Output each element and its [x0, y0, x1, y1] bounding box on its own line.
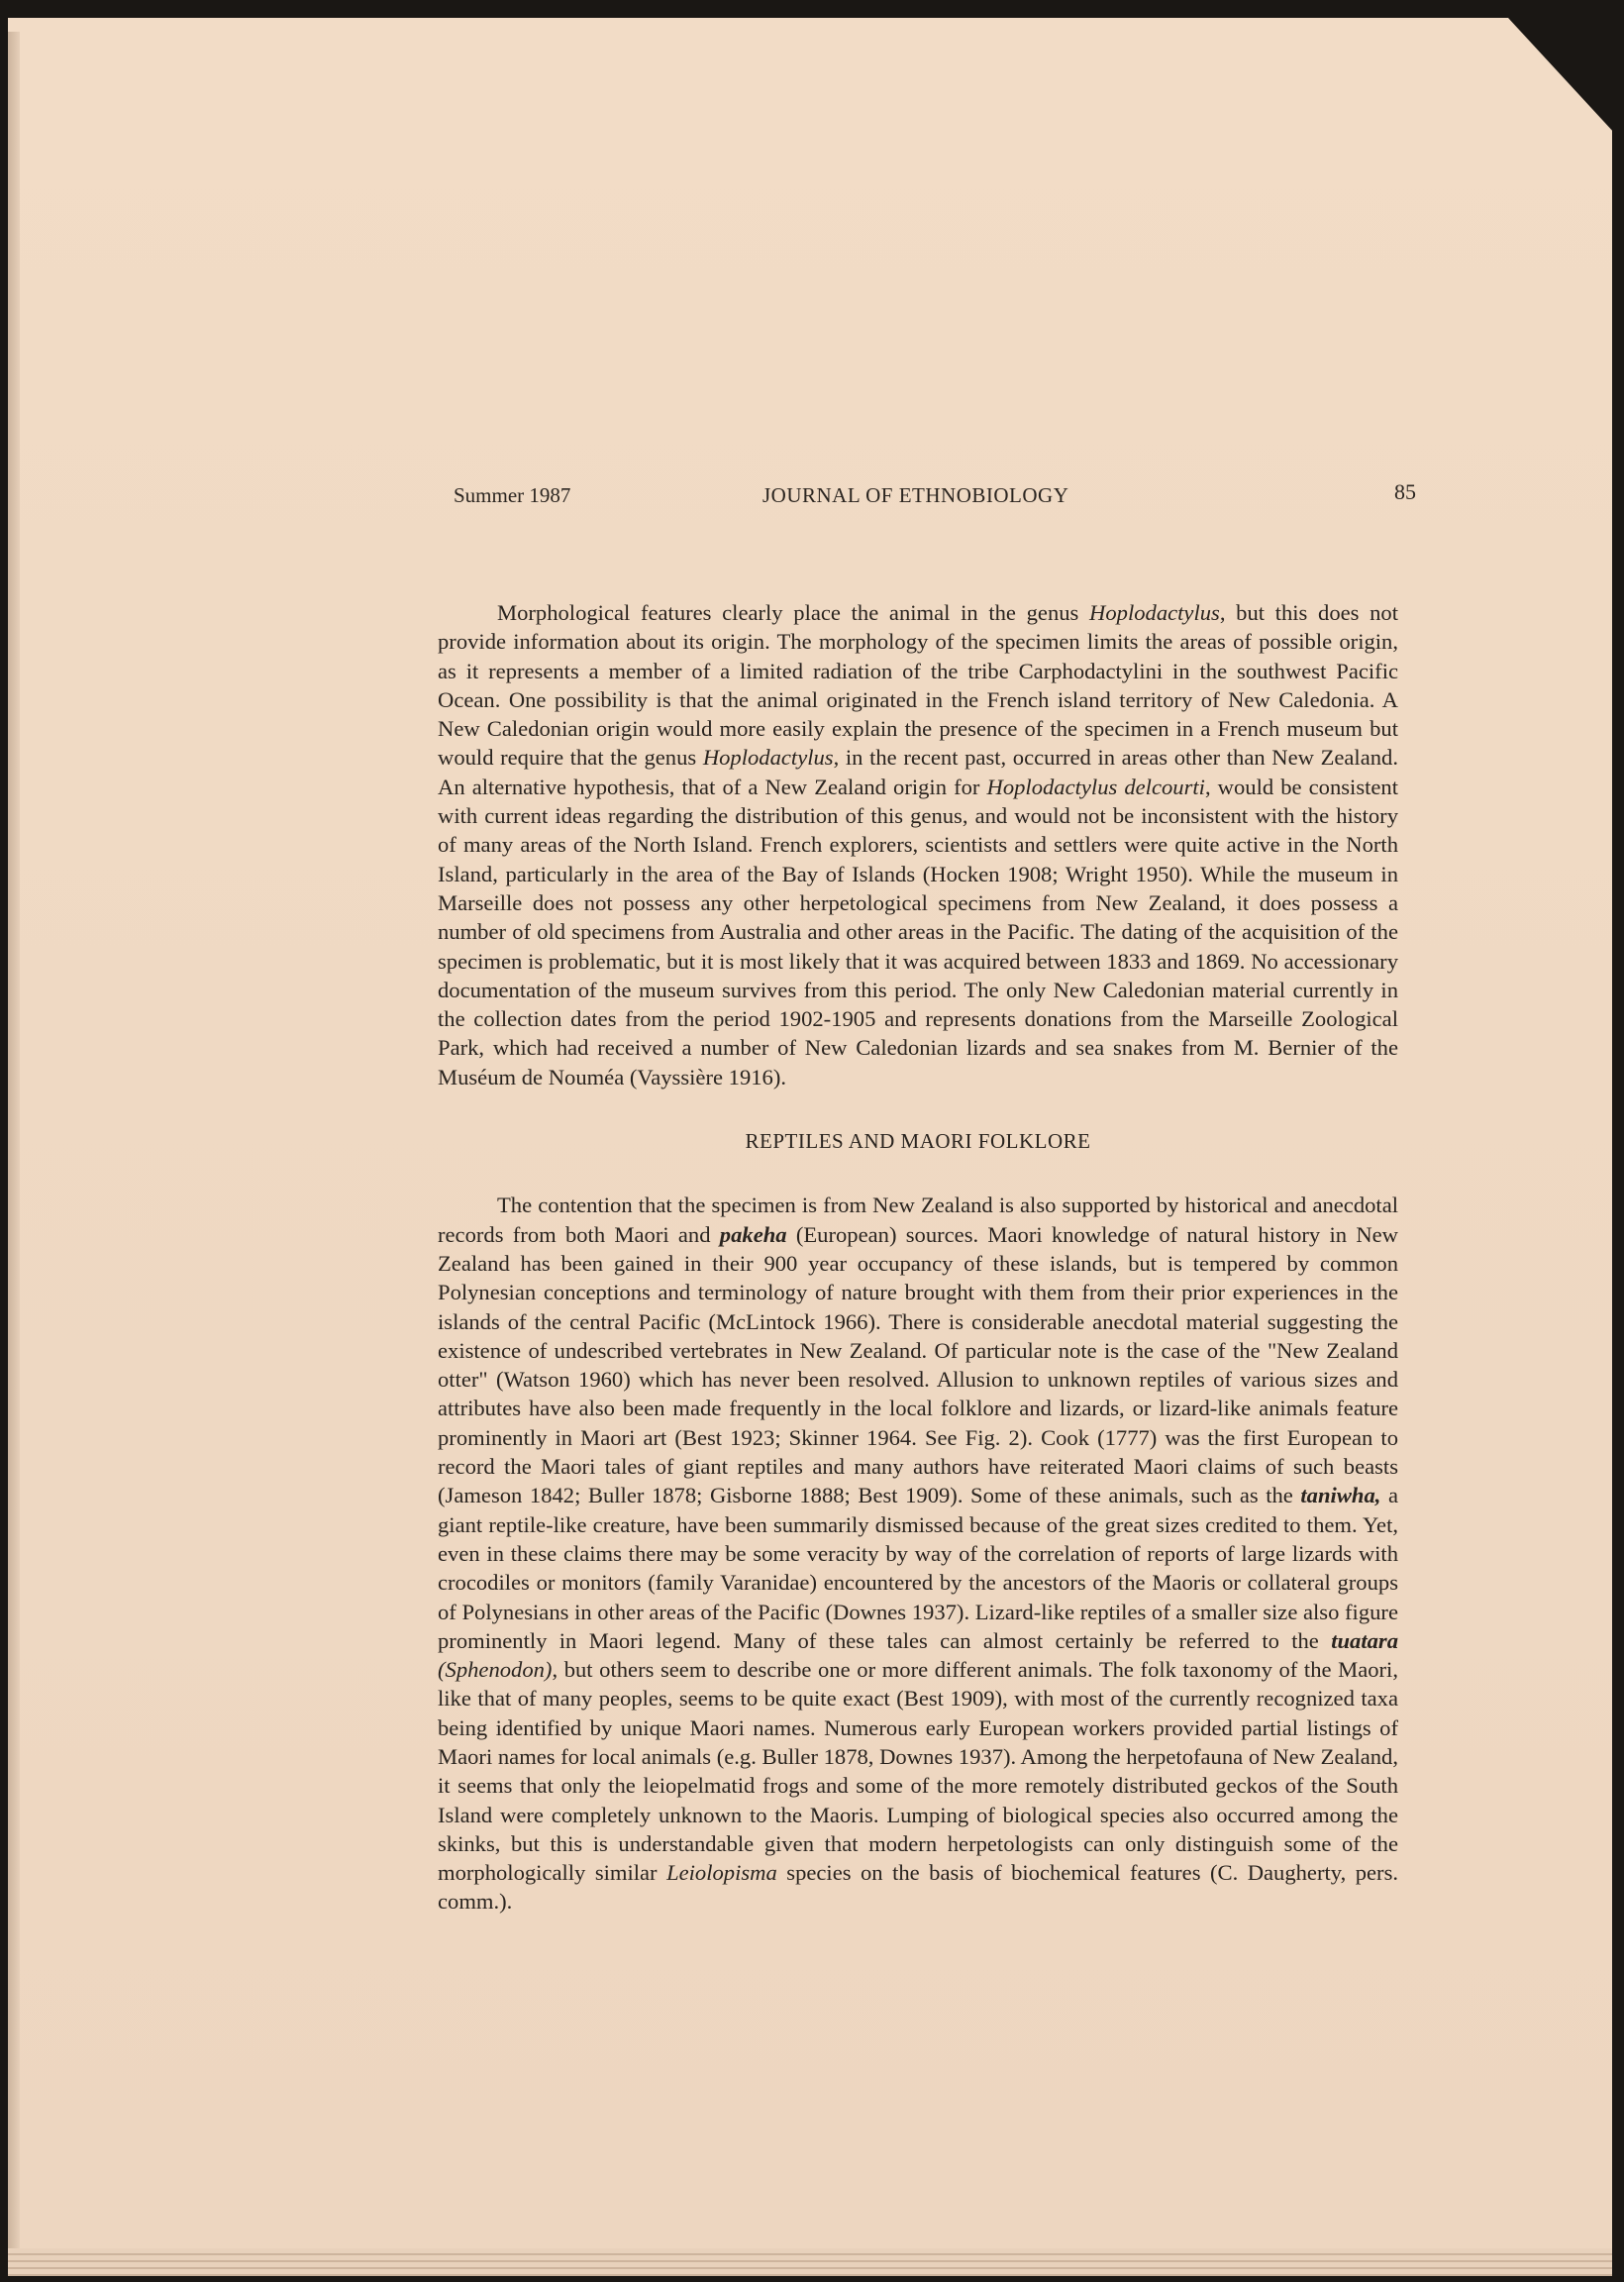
text-run: , would be consistent with current ideas regarding the distribution of this genus, and would not be inconsistent with the history of many areas of the North Island. French explorers, scientists and settlers were quite active in the North Island, particularly in the area of the Bay of Islands (Hocken 1908; Wright 1950). While the museum in Marseille does not possess any other herpetological specimens from New Zealand, it does possess a number of old specimens from Australia and other areas in the Pacific. The dating of the acquisition of the specimen is problematic, but it is most likely that it was acquired between 1833 and 1869. No accessionary documentation of the museum survives from this period. The only New Caledonian material currently in the collection dates from the period 1902-1905 and represents donations from the Marseille Zoological Park, which had received a number of New Caledonian lizards and sea snakes from M. Bernier of the Muséum de Nouméa (Vayssière 1916).: [438, 774, 1398, 1089]
text-run: Morphological features clearly place the animal in the genus: [497, 600, 1090, 625]
genus-name: (Sphenodon): [438, 1657, 553, 1683]
paper-stack-edge: [8, 32, 20, 2276]
genus-name: Hoplodactylus: [702, 745, 834, 771]
journal-title: JOURNAL OF ETHNOBIOLOGY: [762, 483, 1069, 507]
maori-term: taniwha,: [1300, 1483, 1381, 1508]
paragraph-origin: [438, 598, 1398, 1091]
text-run: species on the basis of biochemical features (C. Daugherty, pers. comm.).: [438, 1860, 1399, 1915]
text-run: a giant reptile-like creature, have been summarily dismissed because of the great sizes credited to them. Yet, even in these claims there may be some veracity by way of the correlation of reports of large lizards with crocodiles or monitors (family Varanidae) encountered by the ancestors of the Maoris or collateral groups of Polynesians in other areas of the Pacific (Downes 1937). Lizard-like reptiles of a smaller size also figure prominently in Maori legend. Many of these tales can almost certainly be referred to the: [438, 1483, 1398, 1653]
maori-term: tuatara: [1331, 1627, 1398, 1653]
paper-stack-bottom: [8, 2248, 1612, 2276]
genus-name: Leiolopisma: [666, 1860, 777, 1886]
text-run: , but others seem to describe one or more different animals. The folk taxonomy of the Maori, like that of many peoples, seems to be quite exact (Best 1909), with most of the currently recognized taxa being identified by unique Maori names. Numerous early European workers provided partial listings of Maori names for local animals (e.g. Buller 1878, Downes 1937). Among the herpetofauna of New Zealand, it seems that only the leiopelmatid frogs and some of the more remotely distributed geckos of the South Island were completely unknown to the Maoris. Lumping of biological species also occurred among the skinks, but this is understandable given that modern herpetologists can only distinguish some of the morphologically similar: [438, 1657, 1398, 1886]
paragraph-folklore: [438, 1191, 1398, 1916]
section-heading: REPTILES AND MAORI FOLKLORE: [745, 1129, 1091, 1154]
page-number: 85: [1394, 479, 1416, 504]
maori-term: pakeha: [719, 1221, 787, 1247]
text-run: (European) sources. Maori knowledge of natural history in New Zealand has been gained in their 900 year occupancy of these islands, but is tempered by common Polynesian conceptions and terminology of nature brought with them from their prior experiences in the islands of the central Pacific (McLintock 1966). There is considerable anecdotal material suggesting the existence of undescribed vertebrates in New Zealand. Of particular note is the case of the "New Zealand otter" (Watson 1960) which has never been resolved. Allusion to unknown reptiles of various sizes and attributes have also been made frequently in the local folklore and lizards, or lizard-like animals feature prominently in Maori art (Best 1923; Skinner 1964. See Fig. 2). Cook (1777) was the first European to record the Maori tales of giant reptiles and many authors have reiterated Maori claims of such beasts (Jameson 1842; Buller 1878; Gisborne 1888; Best 1909). Some of these animals, such as the: [438, 1221, 1398, 1508]
article-body: [438, 598, 1398, 1917]
species-name: Hoplodactylus delcourti: [986, 774, 1205, 799]
text-run: , in the recent past, occurred in areas other than New Zealand. An alternative hypothesis, that of a New Zealand origin for: [438, 745, 1398, 799]
text-run: The contention that the specimen is from New Zealand is also supported by historical and anecdotal records from both Maori and: [438, 1193, 1398, 1247]
running-header: [454, 479, 1416, 519]
text-run: , but this does not provide information about its origin. The morphology of the specimen limits the areas of possible origin, as it represents a member of a limited radiation of the tribe Carphodactylini in the southwest Pacific Ocean. One possibility is that the animal originated in the French island territory of New Caledonia. A New Caledonian origin would more easily explain the presence of the specimen in a French museum but would require that the genus: [438, 600, 1398, 771]
issue-season: Summer 1987: [454, 483, 571, 507]
genus-name: Hoplodactylus: [1089, 600, 1220, 625]
